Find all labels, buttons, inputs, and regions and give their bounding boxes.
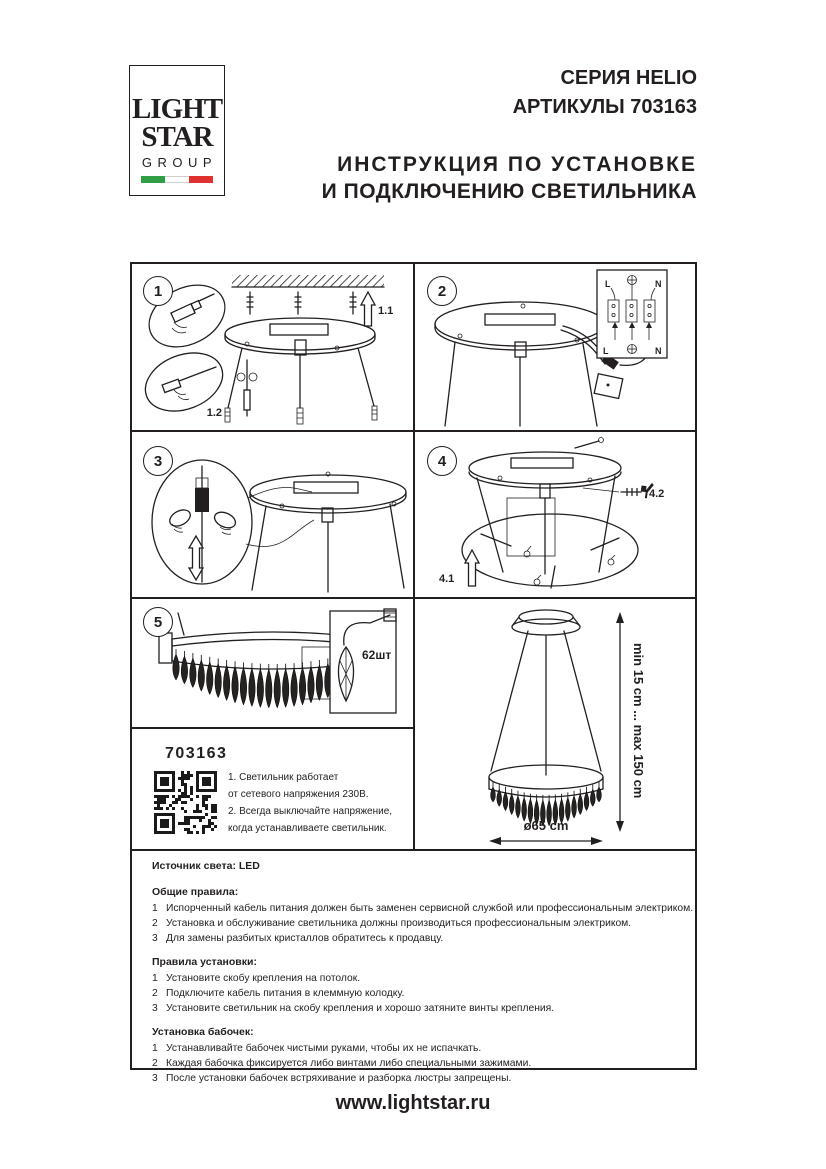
label-4-2: 4.2 xyxy=(649,488,665,500)
note-item xyxy=(152,901,695,916)
item-text: Для замены разбитых кристаллов обратитесь к продавцу. xyxy=(166,933,444,944)
step-1-number: 1 xyxy=(143,276,173,306)
note-item xyxy=(152,1001,695,1016)
document-title-block xyxy=(322,64,697,205)
note-item xyxy=(152,986,695,1001)
section-title-butterflies: Установка бабочек: xyxy=(152,1026,254,1038)
step-5-panel xyxy=(132,599,413,727)
suspension-cables xyxy=(491,631,601,775)
logo-word-star: STAR xyxy=(141,121,213,153)
instruction-title-line1: ИНСТРУКЦИЯ ПО УСТАНОВКЕ xyxy=(337,153,697,176)
safety-notes xyxy=(228,769,392,837)
height-dimension xyxy=(616,612,646,832)
item-number: 1 xyxy=(152,973,158,984)
terminal-top-n-label: N xyxy=(655,279,662,289)
articles-title: АРТИКУЛЫ 703163 xyxy=(512,96,697,118)
item-number: 3 xyxy=(152,933,158,944)
qr-code xyxy=(154,771,217,834)
label-1-2: 1.2 xyxy=(206,407,222,419)
series-title: СЕРИЯ HELIO xyxy=(560,67,697,89)
logo-word-group: GROUP xyxy=(141,155,218,170)
lamp-ring-bottom-view xyxy=(462,514,638,588)
flag-red-segment xyxy=(189,176,213,183)
step-1-diagram xyxy=(132,264,413,430)
qr-panel xyxy=(132,729,413,849)
step-2-panel xyxy=(415,264,695,430)
item-text: Установка и обслуживание светильника должны производиться профессиональным электриком. xyxy=(166,918,632,929)
earth-icon-bottom xyxy=(628,345,637,354)
item-number: 3 xyxy=(152,1003,158,1014)
cable-grip-detail xyxy=(152,460,252,584)
terminal-wiring-detail xyxy=(597,270,667,358)
steps-grid xyxy=(130,262,697,851)
step-4-number: 4 xyxy=(427,446,457,476)
fixing-screw xyxy=(237,360,257,416)
wall-anchors xyxy=(247,292,356,314)
safety-note-line: 2. Всегда выключайте напряжение, xyxy=(228,806,393,817)
item-number: 3 xyxy=(152,1073,158,1084)
step-5-diagram xyxy=(132,599,413,727)
suspension-cables xyxy=(225,348,377,424)
step-4-diagram xyxy=(415,432,695,597)
note-item xyxy=(152,971,695,986)
note-item xyxy=(152,916,695,931)
note-item xyxy=(152,1071,695,1086)
suspension-cables xyxy=(477,476,615,574)
up-arrow-icon xyxy=(465,550,479,586)
step-5-number: 5 xyxy=(143,607,173,637)
mounting-ring xyxy=(225,318,375,355)
terminal-top-l-label: L xyxy=(605,279,611,289)
item-number: 1 xyxy=(152,903,158,914)
step-1-panel xyxy=(132,264,413,430)
italian-flag-bar xyxy=(141,176,213,183)
dimensions-panel xyxy=(415,599,695,849)
note-item xyxy=(152,1056,695,1071)
article-number: 703163 xyxy=(165,745,228,762)
website-url: www.lightstar.ru xyxy=(335,1092,491,1114)
section-title-general: Общие правила: xyxy=(152,886,239,898)
height-range-label: min 15 cm ... max 150 cm xyxy=(631,643,646,799)
ceiling-canopy xyxy=(512,610,580,635)
item-text: Установите скобу крепления на потолок. xyxy=(166,973,361,984)
safety-note-line: 1. Светильник работает xyxy=(228,772,339,783)
notes-box xyxy=(130,851,697,1084)
light-source-line: Источник света: LED xyxy=(152,860,260,872)
label-4-1: 4.1 xyxy=(439,573,455,585)
label-1-1: 1.1 xyxy=(378,305,394,317)
crystal-count-detail xyxy=(330,609,396,713)
step-2-number: 2 xyxy=(427,276,457,306)
flag-green-segment xyxy=(141,176,165,183)
item-number: 2 xyxy=(152,1058,158,1069)
leader-line-bottom xyxy=(246,520,314,547)
mounting-ring xyxy=(435,302,605,357)
step-3-diagram xyxy=(132,432,413,597)
up-arrow-icon xyxy=(361,292,375,326)
flag-white-segment xyxy=(165,176,189,183)
item-text: Испорченный кабель питания должен быть заменен сервисной службой или профессиональным электриком. xyxy=(166,903,694,914)
mounting-ring xyxy=(250,472,406,522)
diameter-dimension xyxy=(489,818,603,845)
step-3-panel xyxy=(132,432,413,597)
item-text: Установите светильник на скобу крепления и хорошо затяните винты крепления. xyxy=(166,1003,555,1014)
item-text: После установки бабочек встряхивание и разборка люстры запрещены. xyxy=(166,1073,512,1084)
step-3-number: 3 xyxy=(143,446,173,476)
terminal-bot-n-label: N xyxy=(655,346,662,356)
suspension-cables xyxy=(252,504,404,592)
diameter-label: ø65 cm xyxy=(523,818,569,833)
item-number: 2 xyxy=(152,918,158,929)
logo-word-light: LIGHT xyxy=(131,93,223,125)
crystal-count-label: 62шт xyxy=(362,648,392,662)
step-2-diagram xyxy=(415,264,695,430)
item-text: Устанавливайте бабочек чистыми руками, чтобы их не испачкать. xyxy=(166,1043,482,1054)
instruction-title-line2: И ПОДКЛЮЧЕНИЮ СВЕТИЛЬНИКА xyxy=(321,180,697,203)
safety-note-line: от сетевого напряжения 230В. xyxy=(228,789,369,800)
section-title-install: Правила установки: xyxy=(152,956,257,968)
chandelier-dimensions-diagram xyxy=(415,599,695,849)
item-number: 1 xyxy=(152,1043,158,1054)
note-item xyxy=(152,1041,695,1056)
item-text: Каждая бабочка фиксируется либо винтами либо специальными зажимами. xyxy=(166,1058,532,1069)
note-item xyxy=(152,931,695,946)
item-text: Подключите кабель питания в клеммную колодку. xyxy=(166,988,405,999)
lightstar-logo xyxy=(129,65,225,196)
step-4-panel xyxy=(415,432,695,597)
item-number: 2 xyxy=(152,988,158,999)
double-arrow-icon xyxy=(189,536,203,580)
suspension-cables xyxy=(445,342,597,426)
ceiling-bracket-ring xyxy=(469,438,621,499)
ceiling-hatch xyxy=(232,275,384,287)
earth-icon xyxy=(628,276,637,285)
safety-note-line: когда устанавливаете светильник. xyxy=(228,823,387,834)
terminal-bot-l-label: L xyxy=(603,346,609,356)
inset-frame xyxy=(507,498,555,556)
